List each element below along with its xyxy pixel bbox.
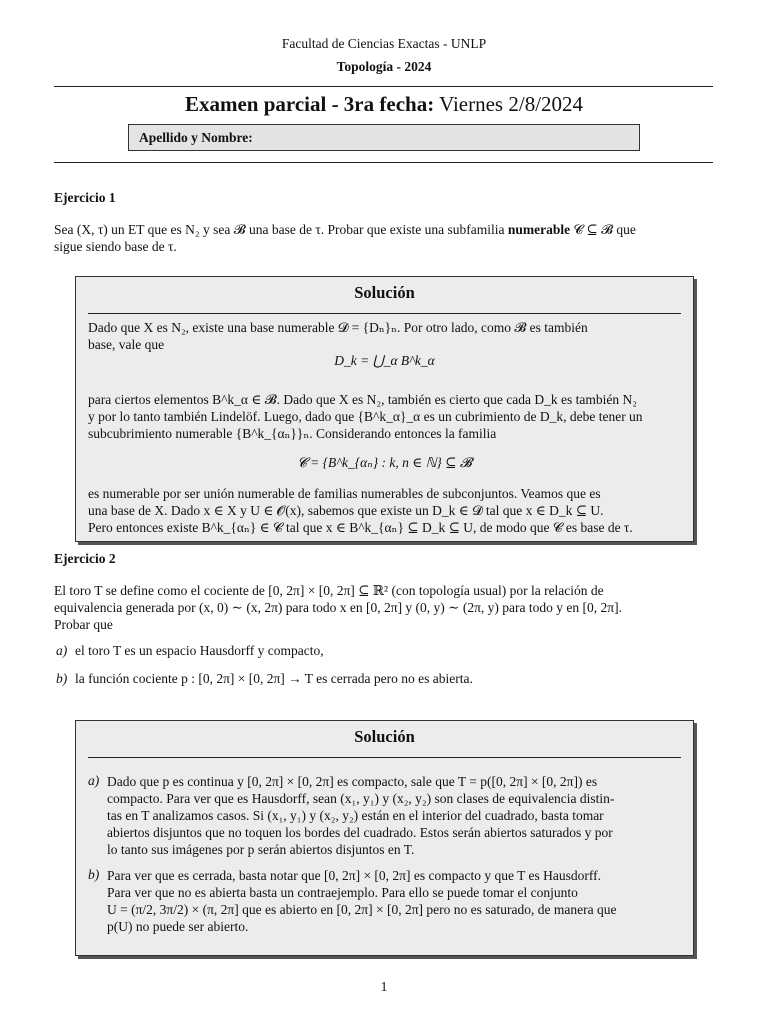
exam-title bbox=[0, 92, 768, 117]
sol1-line: Dado que X es N₂, existe una base numerable 𝓓 = {Dₙ}ₙ. Por otro lado, como 𝓑 es también bbox=[88, 320, 588, 335]
ex1-line: sigue siendo base de τ. bbox=[54, 239, 177, 254]
sol1-line: es numerable por ser unión numerable de familias numerables de subconjuntos. Veamos que es bbox=[88, 486, 601, 501]
ex1-bold: numerable bbox=[507, 222, 571, 237]
exercise-2-heading: Ejercicio 2 bbox=[54, 551, 116, 566]
sol2-a-text bbox=[107, 773, 682, 858]
exercise-1-statement bbox=[54, 221, 714, 255]
ex2-line: Probar que bbox=[54, 617, 113, 632]
ex1-line-end: 𝓒 ⊆ 𝓑 que bbox=[573, 222, 636, 237]
sol2-a-label: a) bbox=[88, 773, 100, 788]
institution: Facultad de Ciencias Exactas - UNLP bbox=[281, 36, 487, 51]
solution-1-text-b bbox=[88, 391, 681, 442]
item-b-text: la función cociente p : [0, 2π] × [0, 2π] → T es cerrada pero no es abierta. bbox=[75, 671, 473, 686]
sol2-b-line: U = (π/2, 3π/2) × (π, 2π] que es abierto en [0, 2π] × [0, 2π] pero no es saturado, de manera que bbox=[107, 902, 617, 917]
solution-2-rule bbox=[88, 757, 681, 758]
sol1-line: subcubrimiento numerable {B^k_{αₙ}}ₙ. Considerando entonces la familia bbox=[88, 426, 497, 441]
solution-2-title: Solución bbox=[354, 727, 415, 746]
solution-1-text-c bbox=[88, 485, 681, 536]
sol1-line: base, vale que bbox=[88, 337, 165, 352]
item-a-label: a) bbox=[56, 643, 68, 658]
sol2-b-line: Para ver que es cerrada, basta notar que [0, 2π] × [0, 2π] es compacto y que T es Hausdorff. bbox=[107, 868, 601, 883]
sol2-b-text bbox=[107, 867, 682, 935]
sol1-line: para ciertos elementos B^k_α ∈ 𝓑. Dado que X es N₂, también es cierto que cada D_k es también N₂ bbox=[88, 392, 637, 407]
sol2-a-line: lo tanto sus imágenes por p serán abiertos disjuntos en T. bbox=[107, 842, 415, 857]
sol1-line: una base de X. Dado x ∈ X y U ∈ 𝓞(x), sabemos que existe un D_k ∈ 𝓓 tal que x ∈ D_k ⊆ U. bbox=[88, 503, 604, 518]
sol2-a-line: tas en T analizamos casos. Si (x₁, y₁) y (x₂, y₂) están en el interior del cuadrado, basta tomar bbox=[107, 808, 604, 823]
ex2-line: El toro T se define como el cociente de [0, 2π] × [0, 2π] ⊆ ℝ² (con topología usual) por la relación de bbox=[54, 583, 604, 598]
course-title: Topología - 2024 bbox=[336, 59, 432, 74]
exam-date: Viernes 2/8/2024 bbox=[439, 92, 584, 116]
solution-1-box bbox=[75, 276, 694, 542]
ex2-line: equivalencia generada por (x, 0) ∼ (x, 2π) para todo x en [0, 2π] y (0, y) ∼ (2π, y) para todo y en [0, 2π]. bbox=[54, 600, 622, 615]
sol2-a-line: abiertos disjuntos que no toquen los bordes del cuadrado. Estos serán abiertos saturados y por bbox=[107, 825, 613, 840]
exercise-2-statement bbox=[54, 582, 714, 633]
solution-1-title: Solución bbox=[354, 283, 415, 302]
exam-title-bold: Examen parcial - 3ra fecha: bbox=[184, 92, 435, 116]
solution-1-text-a bbox=[88, 319, 681, 353]
ex1-line: Sea (X, τ) un ET que es N₂ y sea 𝓑 una base de τ. Probar que existe una subfamilia bbox=[54, 222, 505, 237]
formula-union: D_k = ⋃_α B^k_α bbox=[334, 353, 435, 368]
name-field-label: Apellido y Nombre: bbox=[139, 130, 253, 145]
header-bottom-rule bbox=[54, 162, 713, 163]
item-a-text: el toro T es un espacio Hausdorff y compacto, bbox=[75, 643, 324, 658]
sol2-a-line: Dado que p es continua y [0, 2π] × [0, 2π] es compacto, sale que T = p([0, 2π] × [0, 2π]) es bbox=[107, 774, 598, 789]
sol2-a-line: compacto. Para ver que es Hausdorff, sean (x₁, y₁) y (x₂, y₂) son clases de equivalencia distin- bbox=[107, 791, 615, 806]
page-number: 1 bbox=[380, 979, 388, 994]
sol2-b-label: b) bbox=[88, 867, 100, 882]
header-top-rule bbox=[54, 86, 713, 87]
sol1-line: Pero entonces existe B^k_{αₙ} ∈ 𝓒 tal que x ∈ B^k_{αₙ} ⊆ D_k ⊆ U, de modo que 𝓒 es base de τ. bbox=[88, 520, 633, 535]
formula-family: 𝓒 = {B^k_{αₙ} : k, n ∈ ℕ} ⊆ 𝓑 bbox=[297, 455, 472, 470]
solution-2-box bbox=[75, 720, 694, 956]
sol2-b-line: p(U) no puede ser abierto. bbox=[107, 919, 249, 934]
sol2-b-line: Para ver que no es abierta basta un contraejemplo. Para ello se puede tomar el conjunto bbox=[107, 885, 578, 900]
solution-1-rule bbox=[88, 313, 681, 314]
sol1-line: y por lo tanto también Lindelöf. Luego, dado que {B^k_α}_α es un cubrimiento de D_k, debe tener un bbox=[88, 409, 643, 424]
exercise-1-heading: Ejercicio 1 bbox=[54, 190, 116, 205]
item-b-label: b) bbox=[56, 671, 68, 686]
name-field[interactable] bbox=[128, 124, 640, 151]
